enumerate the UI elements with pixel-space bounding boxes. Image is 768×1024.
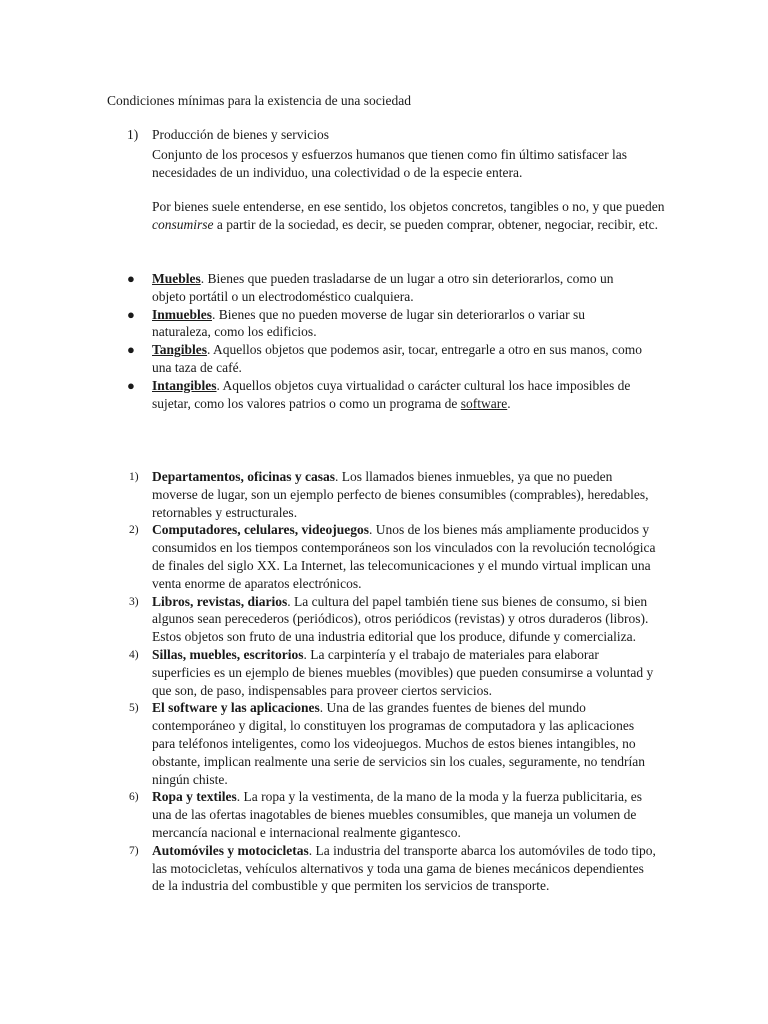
item-term: Computadores, celulares, videojuegos xyxy=(152,522,369,538)
list-item xyxy=(107,593,657,646)
term-description: . Aquellos objetos cuya virtualidad o carácter cultural los hace imposibles de sujetar, como los valores patrios o como un programa de xyxy=(152,377,631,411)
list-item xyxy=(107,270,642,306)
list-item xyxy=(107,468,657,521)
goods-types-list xyxy=(107,270,667,412)
item-number: 1) xyxy=(129,471,139,483)
section-paragraph-1: Conjunto de los procesos y esfuerzos humanos que tienen como fin último satisfacer las necesidades de un individuo, una colectividad o de la especie entera. xyxy=(152,146,628,180)
bullet-icon: ● xyxy=(127,271,135,286)
item-description: . Unos de los bienes más ampliamente producidos y consumidos en los tiempos contemporáneos son los vinculados con la revolución tecnológica de finales del siglo XX. La Internet, las telecomunicaciones y el mundo virtual implican una venta enorme de aparatos electrónicos. xyxy=(152,522,656,591)
section-paragraph-2 xyxy=(152,198,672,234)
item-term: Ropa y textiles xyxy=(152,789,237,805)
list-item xyxy=(107,699,657,788)
section-production xyxy=(107,126,667,234)
item-term: El software y las aplicaciones xyxy=(152,700,320,716)
section-heading-text: Producción de bienes y servicios xyxy=(152,127,329,142)
paragraph-text: a partir de la sociedad, es decir, se pueden comprar, obtener, negociar, recibir, etc. xyxy=(213,217,658,233)
term-label: Intangibles xyxy=(152,377,217,393)
paragraph-text: Por bienes suele entenderse, en ese sentido, los objetos concretos, tangibles o no, y que pueden xyxy=(152,199,665,215)
term-label: Inmuebles xyxy=(152,306,213,322)
term-description: . Aquellos objetos que podemos asir, tocar, entregarle a otro en sus manos, como una taza de café. xyxy=(152,342,642,375)
item-number: 2) xyxy=(129,524,139,537)
term-label: Tangibles xyxy=(152,342,208,358)
term-description-tail: . xyxy=(507,395,511,411)
list-item xyxy=(107,521,657,592)
item-term: Libros, revistas, diarios xyxy=(152,593,288,609)
item-description: . La industria del transporte abarca los automóviles de todo tipo, las motocicletas, vehículos alternativos y toda una gama de bienes mecánicos dependientes de la industria del combustible y que permiten los servicios de transporte. xyxy=(152,842,656,894)
item-number: 3) xyxy=(129,595,139,608)
bullet-icon: ● xyxy=(127,306,135,322)
term-label: Muebles xyxy=(152,271,201,286)
item-term: Departamentos, oficinas y casas xyxy=(152,469,335,484)
item-term: Automóviles y motocicletas xyxy=(152,842,309,858)
item-description: . Una de las grandes fuentes de bienes del mundo contemporáneo y digital, lo constituyen los programas de computadora y las aplicaciones para teléfonos inteligentes, como los videojuegos. Muchos de estos bienes intangibles, no obstante, implican realmente una serie de servicios sin los cuales, seguramente, no tendrían ningún chiste. xyxy=(152,700,645,787)
item-term: Sillas, muebles, escritorios xyxy=(152,646,304,662)
term-description: . Bienes que no pueden moverse de lugar sin deteriorarlos o variar su naturaleza, como los edificios. xyxy=(152,306,586,340)
list-item xyxy=(107,788,657,841)
item-number: 5) xyxy=(129,702,139,715)
item-number: 7) xyxy=(129,844,139,857)
section-number: 1) xyxy=(127,127,139,142)
list-item xyxy=(107,646,657,699)
list-item xyxy=(107,341,642,377)
consumer-goods-examples-list xyxy=(107,468,667,895)
section-heading xyxy=(107,126,667,144)
item-description: . Los llamados bienes inmuebles, ya que no pueden moverse de lugar, son un ejemplo perfecto de bienes consumibles (comprables), heredables, retornables y estructurales. xyxy=(152,469,649,520)
software-link[interactable]: software xyxy=(460,395,508,411)
bullet-icon: ● xyxy=(127,342,135,358)
term-description: . Bienes que pueden trasladarse de un lugar a otro sin deteriorarlos, como un objeto portátil o un electrodoméstico cualquiera. xyxy=(152,271,614,304)
item-number: 4) xyxy=(129,648,139,661)
list-item xyxy=(107,842,657,895)
item-number: 6) xyxy=(129,791,139,804)
document-title: Condiciones mínimas para la existencia de una sociedad xyxy=(107,93,412,108)
list-item xyxy=(107,306,642,342)
emphasis-text: consumirse xyxy=(152,217,214,233)
item-description: . La carpintería y el trabajo de materiales para elaborar superficies es un ejemplo de bienes muebles (movibles) que pueden consumirse a voluntad y que son, de paso, indispensables para proveer ciertos servicios. xyxy=(152,646,654,698)
list-item xyxy=(107,377,642,413)
item-description: . La ropa y la vestimenta, de la mano de la moda y la fuerza publicitaria, es una de las ofertas inagotables de bienes muebles consumibles, que maneja un volumen de mercancía nacional e internacional realmente gigantesco. xyxy=(152,789,642,840)
item-description: . La cultura del papel también tiene sus bienes de consumo, si bien algunos sean perecederos (periódicos), otros periódicos (revistas) y otros duraderos (libros). Estos objetos son fruto de una industria editorial que los produce, difunde y comercializa. xyxy=(152,593,649,645)
bullet-icon: ● xyxy=(127,377,135,393)
